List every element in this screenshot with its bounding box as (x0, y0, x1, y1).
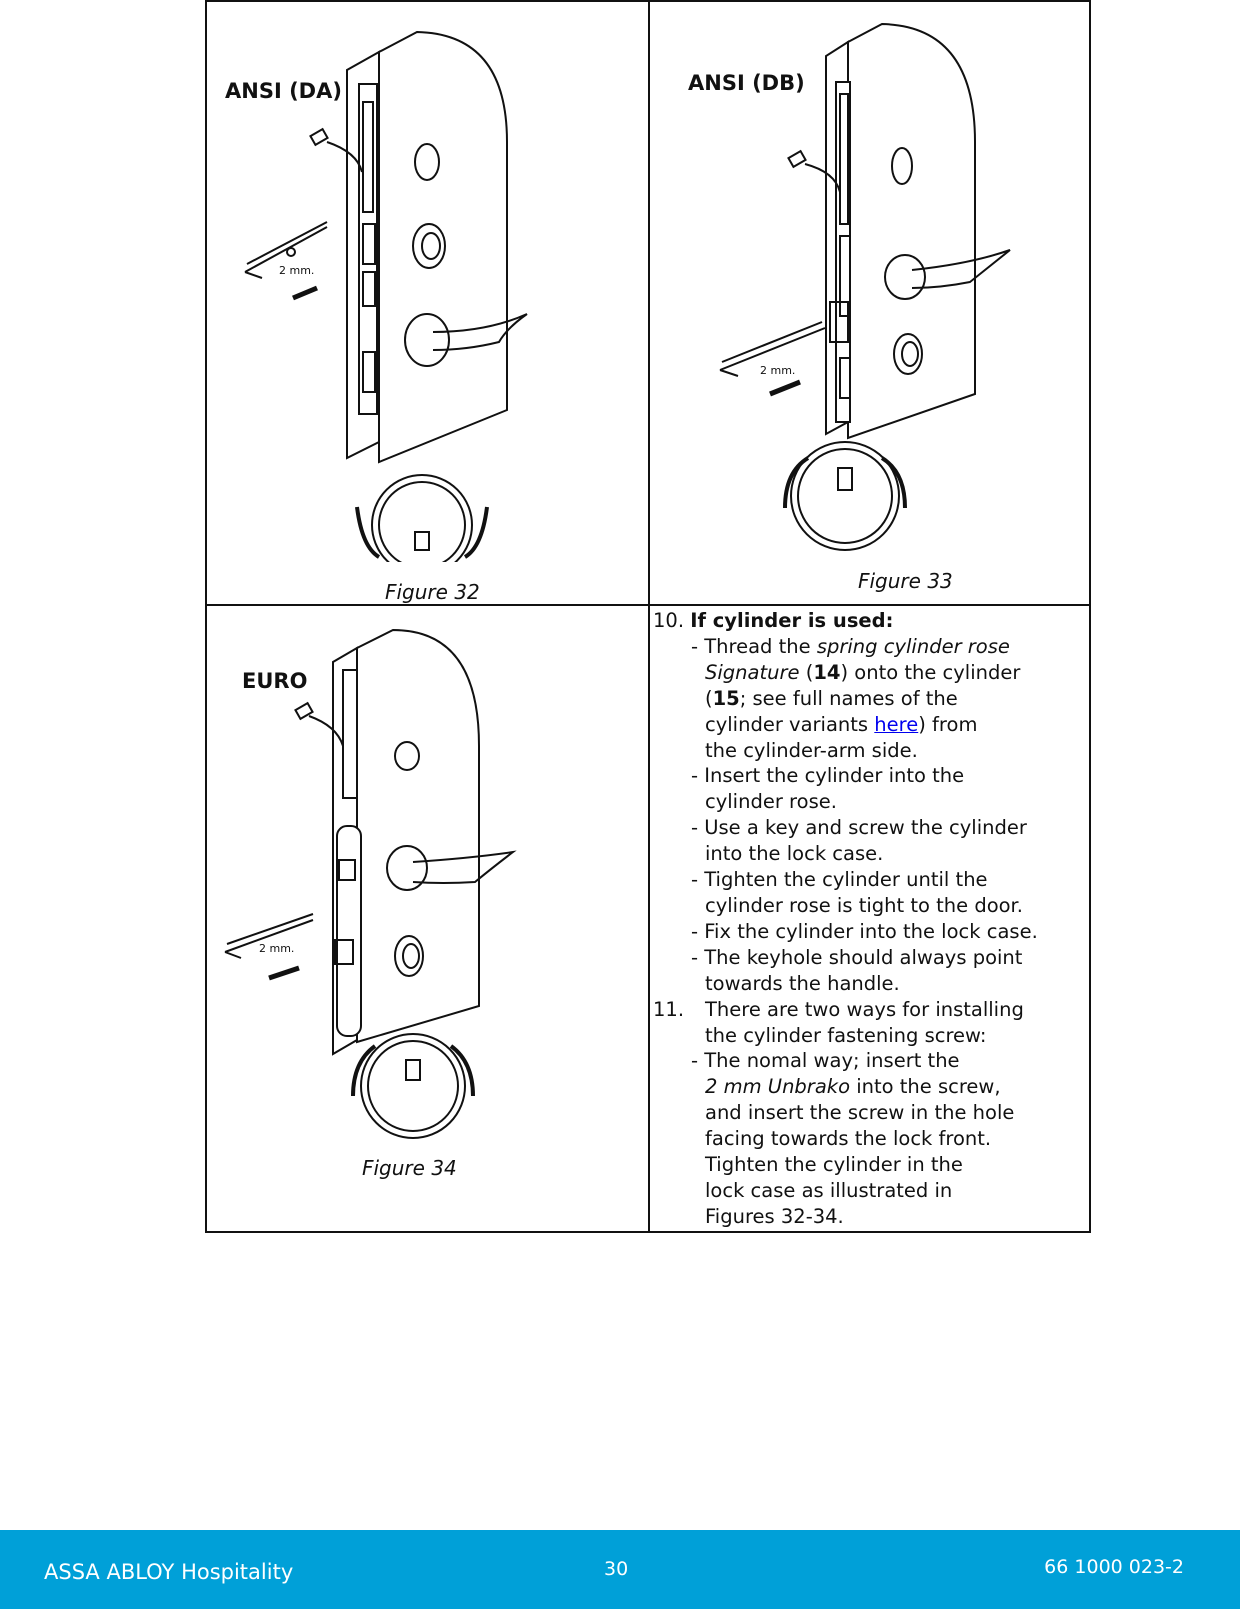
footer-brand: ASSA ABLOY Hospitality (44, 1560, 294, 1584)
figure-34-label: EURO (242, 669, 308, 693)
footer-doc-number: 66 1000 023-2 (1044, 1556, 1184, 1578)
instruction-line: the cylinder fastening screw: (705, 1023, 987, 1047)
instruction-line: - Fix the cylinder into the lock case. (691, 919, 1038, 943)
figure-32-illustration (207, 2, 648, 562)
figure-33-label: ANSI (DB) (688, 71, 805, 95)
emphasis-text: spring cylinder rose (816, 634, 1010, 658)
figure-34-tool-label: 2 mm. (259, 942, 295, 955)
emphasis-text: 2 mm Unbrako (705, 1075, 850, 1099)
step-11-number: 11. (653, 997, 685, 1021)
text-span: ; see full names of the (739, 686, 958, 710)
instructions-text (653, 608, 1091, 1230)
figure-32-tool-label: 2 mm. (279, 264, 315, 277)
instruction-line (653, 634, 1091, 660)
text-span: There are two ways for installing (705, 997, 1024, 1021)
instruction-line: - Insert the cylinder into the (691, 764, 965, 788)
figure-32-cell (207, 2, 648, 604)
figure-table (205, 0, 1091, 1233)
instruction-line: facing towards the lock front. (705, 1127, 992, 1151)
figure-33-caption: Figure 33 (858, 569, 953, 593)
instruction-line: towards the handle. (705, 971, 900, 995)
text-span: ( (799, 660, 814, 684)
figure-32-caption: Figure 32 (385, 580, 480, 604)
instruction-line: cylinder rose is tight to the door. (705, 893, 1023, 917)
instruction-line: the cylinder-arm side. (705, 738, 918, 762)
instruction-line: lock case as illustrated in (705, 1178, 953, 1202)
text-span: into the screw, (850, 1075, 1001, 1099)
instruction-line (653, 660, 1091, 686)
emphasis-text: Signature (705, 660, 800, 684)
footer-page-number: 30 (604, 1558, 629, 1580)
part-number: 15 (712, 686, 740, 710)
part-number: 14 (813, 660, 841, 684)
text-span: ) onto the cylinder (840, 660, 1021, 684)
figure-33-illustration (650, 2, 1091, 562)
instruction-line: and insert the screw in the hole (705, 1101, 1015, 1125)
figure-33-tool-label: 2 mm. (760, 364, 796, 377)
step-10-heading (653, 608, 1091, 634)
text-span: ) from (918, 712, 978, 736)
cylinder-variants-link[interactable]: here (874, 712, 919, 736)
instruction-line: - The nomal way; insert the (691, 1049, 960, 1073)
instruction-line: cylinder rose. (705, 790, 837, 814)
figure-33-cell (650, 2, 1091, 604)
step-10-title: If cylinder is used: (690, 609, 894, 632)
instruction-line: into the lock case. (705, 842, 884, 866)
figure-34-cell (207, 606, 648, 1231)
figure-34-illustration (207, 606, 648, 1166)
instruction-line (653, 1074, 1091, 1100)
text-span: ( (705, 686, 713, 710)
instruction-line: Tighten the cylinder in the (705, 1153, 963, 1177)
figure-32-label: ANSI (DA) (225, 79, 342, 103)
text-span: - Thread the (691, 634, 817, 658)
instruction-line (653, 712, 1091, 738)
figure-34-caption: Figure 34 (362, 1156, 457, 1180)
instruction-line: - Use a key and screw the cylinder (691, 816, 1027, 840)
instruction-line: - The keyhole should always point (691, 945, 1023, 969)
instruction-line (653, 686, 1091, 712)
instruction-line: Figures 32-34. (705, 1204, 844, 1228)
page-footer (0, 1530, 1240, 1609)
step-11-heading (653, 997, 1091, 1023)
text-span: cylinder variants (705, 712, 875, 736)
instruction-line: - Tighten the cylinder until the (691, 868, 988, 892)
step-10-number: 10. (653, 609, 685, 632)
